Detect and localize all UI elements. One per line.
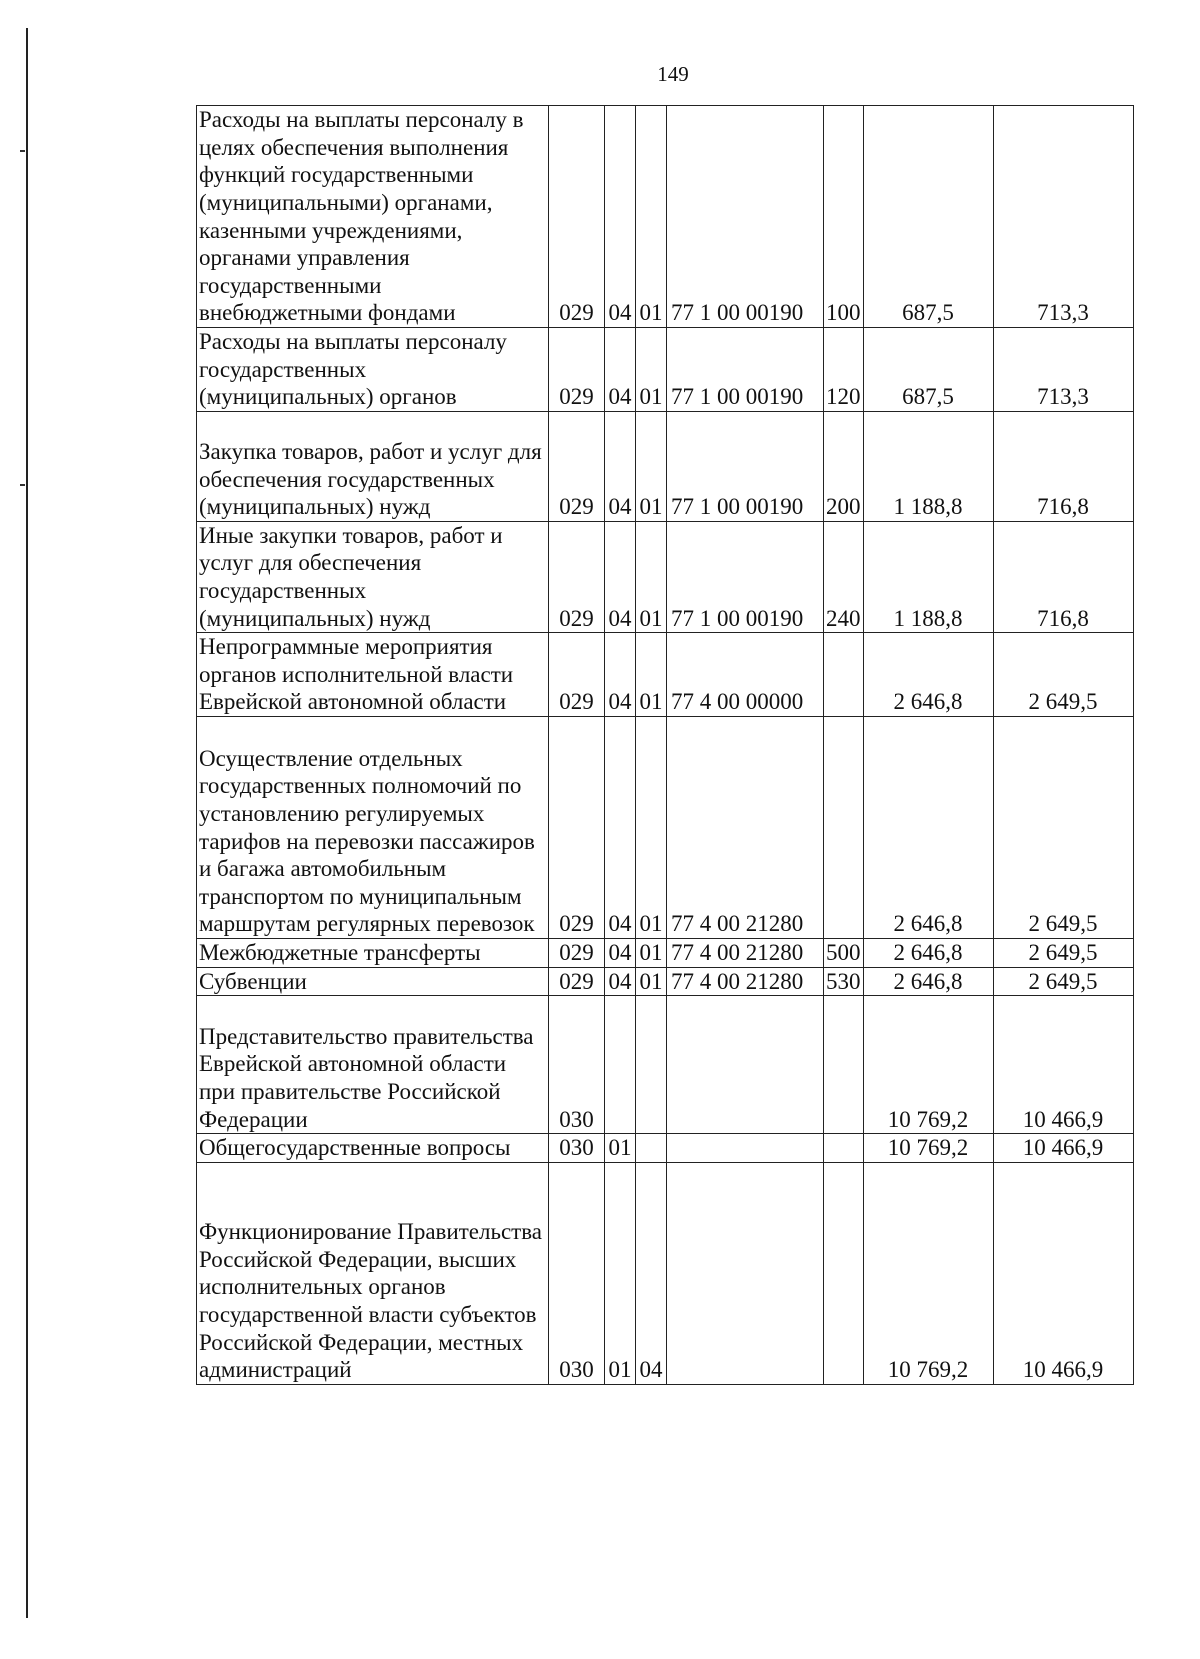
- table-row: [197, 411, 1134, 521]
- amount-year-2: 10 466,9: [993, 1134, 1133, 1163]
- table-row: [197, 938, 1134, 967]
- section-code: 04: [605, 328, 636, 412]
- target-article-code: 77 4 00 21280: [667, 938, 824, 967]
- target-article-code: [667, 996, 824, 1134]
- row-name: Представительство правительства Еврейской автономной области при правительстве Российской Федерации: [197, 996, 549, 1134]
- ministry-code: 029: [549, 411, 605, 521]
- target-article-code: 77 1 00 00190: [667, 328, 824, 412]
- amount-year-2: 2 649,5: [993, 967, 1133, 996]
- amount-year-1: 1 188,8: [863, 411, 993, 521]
- section-code: 04: [605, 106, 636, 328]
- subsection-code: 01: [636, 938, 667, 967]
- section-code: 01: [605, 1162, 636, 1384]
- subsection-code: 01: [636, 716, 667, 938]
- amount-year-2: 2 649,5: [993, 633, 1133, 717]
- page-number: 149: [657, 62, 689, 86]
- row-name: Расходы на выплаты персоналу в целях обеспечения выполнения функций государственными (муниципальными) органами, казенными учреждениями, органами управления государственными внебюджетными фондами: [197, 106, 549, 328]
- expense-type-code: [824, 996, 864, 1134]
- table-row: [197, 633, 1134, 717]
- table-row: [197, 1134, 1134, 1163]
- ministry-code: 029: [549, 521, 605, 632]
- target-article-code: 77 1 00 00190: [667, 521, 824, 632]
- section-code: 04: [605, 633, 636, 717]
- ministry-code: 029: [549, 967, 605, 996]
- left-margin-line: [26, 28, 28, 1618]
- amount-year-2: 716,8: [993, 411, 1133, 521]
- subsection-code: 04: [636, 1162, 667, 1384]
- amount-year-1: 2 646,8: [863, 967, 993, 996]
- expense-type-code: 200: [824, 411, 864, 521]
- subsection-code: 01: [636, 967, 667, 996]
- ministry-code: 030: [549, 1162, 605, 1384]
- amount-year-2: 2 649,5: [993, 938, 1133, 967]
- subsection-code: [636, 996, 667, 1134]
- section-code: 04: [605, 411, 636, 521]
- table-row: [197, 967, 1134, 996]
- subsection-code: 01: [636, 106, 667, 328]
- section-code: 04: [605, 716, 636, 938]
- expense-type-code: [824, 1134, 864, 1163]
- target-article-code: 77 1 00 00190: [667, 106, 824, 328]
- target-article-code: [667, 1162, 824, 1384]
- amount-year-2: 2 649,5: [993, 716, 1133, 938]
- section-code: 04: [605, 967, 636, 996]
- ministry-code: 029: [549, 938, 605, 967]
- expense-type-code: [824, 633, 864, 717]
- expense-type-code: [824, 1162, 864, 1384]
- amount-year-1: 10 769,2: [863, 1134, 993, 1163]
- table-row: [197, 328, 1134, 412]
- row-name: Закупка товаров, работ и услуг для обеспечения государственных (муниципальных) нужд: [197, 411, 549, 521]
- target-article-code: 77 1 00 00190: [667, 411, 824, 521]
- expense-type-code: 100: [824, 106, 864, 328]
- amount-year-1: 2 646,8: [863, 633, 993, 717]
- margin-tick: [20, 150, 25, 152]
- amount-year-1: 687,5: [863, 106, 993, 328]
- ministry-code: 029: [549, 633, 605, 717]
- row-name: Субвенции: [197, 967, 549, 996]
- ministry-code: 029: [549, 106, 605, 328]
- amount-year-2: 10 466,9: [993, 996, 1133, 1134]
- expense-type-code: [824, 716, 864, 938]
- expense-type-code: 240: [824, 521, 864, 632]
- section-code: [605, 996, 636, 1134]
- section-code: 01: [605, 1134, 636, 1163]
- row-name: Межбюджетные трансферты: [197, 938, 549, 967]
- ministry-code: 029: [549, 328, 605, 412]
- subsection-code: 01: [636, 521, 667, 632]
- row-name: Расходы на выплаты персоналу государственных (муниципальных) органов: [197, 328, 549, 412]
- amount-year-1: 10 769,2: [863, 996, 993, 1134]
- amount-year-2: 713,3: [993, 106, 1133, 328]
- section-code: 04: [605, 521, 636, 632]
- table-row: [197, 716, 1134, 938]
- subsection-code: 01: [636, 328, 667, 412]
- subsection-code: [636, 1134, 667, 1163]
- subsection-code: 01: [636, 633, 667, 717]
- expense-type-code: 120: [824, 328, 864, 412]
- target-article-code: 77 4 00 00000: [667, 633, 824, 717]
- amount-year-1: 2 646,8: [863, 938, 993, 967]
- amount-year-2: 716,8: [993, 521, 1133, 632]
- margin-tick: [20, 484, 25, 486]
- target-article-code: [667, 1134, 824, 1163]
- row-name: Функционирование Правительства Российской Федерации, высших исполнительных органов государственной власти субъектов Российской Федерации, местных администраций: [197, 1162, 549, 1384]
- ministry-code: 030: [549, 996, 605, 1134]
- ministry-code: 029: [549, 716, 605, 938]
- amount-year-1: 1 188,8: [863, 521, 993, 632]
- target-article-code: 77 4 00 21280: [667, 716, 824, 938]
- row-name: Осуществление отдельных государственных полномочий по установлению регулируемых тарифов на перевозки пассажиров и багажа автомобильным транспортом по муниципальным маршрутам регулярных перевозок: [197, 716, 549, 938]
- expense-type-code: 500: [824, 938, 864, 967]
- budget-table: [196, 105, 1134, 1385]
- ministry-code: 030: [549, 1134, 605, 1163]
- row-name: Иные закупки товаров, работ и услуг для обеспечения государственных (муниципальных) нужд: [197, 521, 549, 632]
- target-article-code: 77 4 00 21280: [667, 967, 824, 996]
- amount-year-1: 2 646,8: [863, 716, 993, 938]
- subsection-code: 01: [636, 411, 667, 521]
- table-row: [197, 1162, 1134, 1384]
- table-row: [197, 996, 1134, 1134]
- amount-year-2: 713,3: [993, 328, 1133, 412]
- table-row: [197, 521, 1134, 632]
- row-name: Общегосударственные вопросы: [197, 1134, 549, 1163]
- section-code: 04: [605, 938, 636, 967]
- amount-year-1: 10 769,2: [863, 1162, 993, 1384]
- row-name: Непрограммные мероприятия органов исполнительной власти Еврейской автономной области: [197, 633, 549, 717]
- expense-type-code: 530: [824, 967, 864, 996]
- amount-year-2: 10 466,9: [993, 1162, 1133, 1384]
- table-row: [197, 106, 1134, 328]
- amount-year-1: 687,5: [863, 328, 993, 412]
